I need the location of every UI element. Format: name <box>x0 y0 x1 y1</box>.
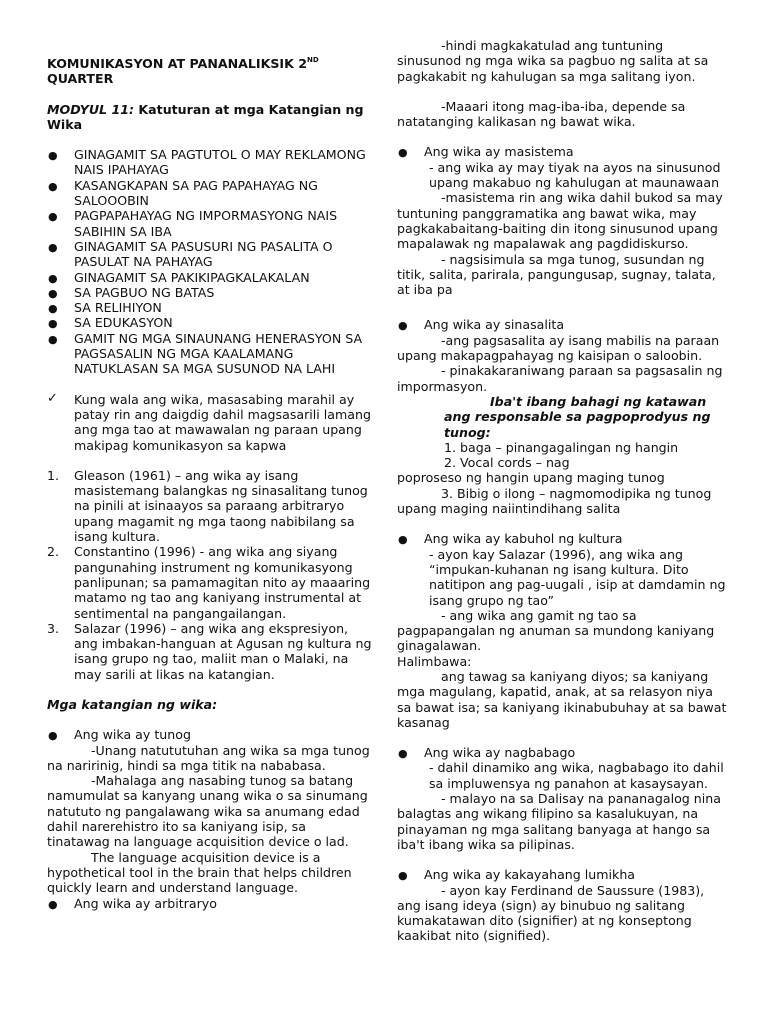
paragraph: The language acquisition device is a hypothetical tool in the brain that helps children quickly learn and understand language. <box>47 849 352 896</box>
bullet-icon: ● <box>48 210 58 224</box>
paragraph: - ayon kay Ferdinand de Saussure (1983), ang isang ideya (sign) ay binubuo ng salitang kumakatawan dito (signifier) at ng konseptong kaakibat nito (signified). <box>397 882 705 944</box>
paragraph: -ang pagsasalita ay isang mabilis na paraan upang makapagpahayag ng kaisipan o saloobin. <box>397 332 720 364</box>
left-column <box>47 38 372 911</box>
uses-list-item <box>47 208 372 239</box>
bullet-icon: ● <box>48 240 58 254</box>
feature-tunog <box>47 727 372 742</box>
bullet-icon: ● <box>48 897 58 911</box>
feature-arbitraryo <box>47 896 372 911</box>
paragraph: -Mahalaga ang nasabing tunog sa batang namumulat sa kanyang unang wika o sa sinumang natututo ng pangalawang wika sa anumang edad dahil narerehistro ito sa kaniyang isip, sa tinatawag na language acquisition device o lad. <box>47 773 368 850</box>
checkmark-icon: ✓ <box>47 390 58 406</box>
bullet-icon: ● <box>48 286 58 300</box>
bullet-icon: ● <box>48 179 58 193</box>
katawan-item: 2. Vocal cords – nag <box>444 455 570 471</box>
check-note <box>47 392 372 453</box>
feature-sinasalita <box>397 317 727 332</box>
definition-text: Salazar (1996) – ang wika ang ekspresiyon, ang imbakan-hanguan at Agusan ng kultura ng isang grupo ng tao, maliit man o Malaki, na may sarili at likas na katangian. <box>74 620 372 682</box>
feature-nagbabago <box>397 745 727 760</box>
definition-item <box>47 621 372 682</box>
uses-item-text: GINAGAMIT SA PASUSURI NG PASALITA O PASULAT NA PAHAYAG <box>74 238 333 270</box>
bullet-icon: ● <box>398 869 408 883</box>
uses-list-item <box>47 285 372 300</box>
feature-lumikha <box>397 867 727 882</box>
uses-item-text: KASANGKAPAN SA PAG PAPAHAYAG NG SALOOOBIN <box>74 177 318 209</box>
paragraph: -Maaari itong mag-iba-iba, depende sa natatanging kalikasan ng bawat wika. <box>397 98 686 130</box>
paragraph: -Unang natututuhan ang wika sa mga tunog na naririnig, hindi sa mga titik na nababasa. <box>47 742 370 773</box>
feature-label: Ang wika ay sinasalita <box>424 317 565 333</box>
paragraph: - ayon kay Salazar (1996), ang wika ang “impukan-kuhanan ng isang kultura. Dito natitipon ang pag-uugali , isip at damdamin ng isang grupo ng tao” <box>429 546 726 608</box>
uses-item-text: GAMIT NG MGA SINAUNANG HENERASYON SA PAGSASALIN NG MGA KAALAMANG NATUKLASAN SA MGA SUSUNOD NA LAHI <box>74 330 363 377</box>
module-label: MODYUL 11: <box>47 101 135 117</box>
uses-list-item <box>47 315 372 330</box>
feature-label: Ang wika ay masistema <box>424 144 574 160</box>
paragraph: -masistema rin ang wika dahil bukod sa may tuntuning panggramatika ang bawat wika, may pagkakabaitang-baiting din itong sinusunod upang mapalawak ng mapalawak ang pagdidiskurso. <box>397 190 723 252</box>
paragraph: - ang wika ang gamit ng tao sa pagpapangalan ng anuman sa mundong kaniyang ginagalawan. <box>397 607 715 654</box>
paragraph: - pinakakaraniwang paraan sa pagsasalin ng impormasyon. <box>397 363 723 394</box>
uses-list-item <box>47 270 372 285</box>
paragraph: -hindi magkakatulad ang tuntuning sinusunod ng mga wika sa pagbuo ng salita at sa pagkakabit ng kahulugan sa mga salitang iyon. <box>397 38 709 84</box>
uses-item-text: SA EDUKASYON <box>74 315 173 331</box>
uses-item-text: GINAGAMIT SA PAGTUTOL O MAY REKLAMONG NAIS IPAHAYAG <box>74 147 366 178</box>
katawan-item-cont: poproseso ng hangin upang maging tunog <box>397 470 665 486</box>
katangian-heading: Mga katangian ng wika: <box>47 696 218 712</box>
definition-text: Constantino (1996) - ang wika ang siyang pangunahing instrument ng komunikasyong panlipunan; sa pamamagitan nito ay maaaring matamo ng tao ang kaniyang instrumental at sentimental na pangangailangan. <box>74 544 371 621</box>
check-note-text: Kung wala ang wika, masasabing marahil ay patay rin ang daigdig dahil magsasarili lamang ang mga tao at mawawalan ng paraan upang makipag komunikasyon sa kapwa <box>74 391 371 453</box>
document-title <box>47 56 372 87</box>
uses-item-text: SA PAGBUO NG BATAS <box>74 284 215 300</box>
bullet-icon: ● <box>398 747 408 761</box>
paragraph: - nagsisimula sa mga tunog, susundan ng titik, salita, parirala, pangungusap, sugnay, talata, at iba pa <box>397 251 716 298</box>
definition-number: 1. <box>47 467 60 483</box>
bullet-icon: ● <box>398 319 408 333</box>
bullet-icon: ● <box>48 149 58 163</box>
feature-masistema <box>397 144 727 159</box>
paragraph: - malayo na sa Dalisay na pananagalog nina balagtas ang wikang filipino sa kasalukuyan, na pinayaman ng mga salitang banyaga at hango sa iba't ibang wika sa pilipinas. <box>397 791 721 852</box>
module-heading <box>47 102 372 133</box>
definition-number: 3. <box>47 620 60 636</box>
feature-label: Ang wika ay kabuhol ng kultura <box>424 531 623 547</box>
bullet-icon: ● <box>48 332 58 346</box>
uses-list <box>47 147 372 376</box>
bullet-icon: ● <box>48 271 58 285</box>
uses-list-item <box>47 178 372 209</box>
title-text: KOMUNIKASYON AT PANANALIKSIK 2 <box>47 56 308 71</box>
feature-label: Ang wika ay tunog <box>74 727 191 743</box>
right-column <box>397 38 727 944</box>
paragraph: - ang wika ay may tiyak na ayos na sinusunod upang makabuo ng kahulugan at maunawaan <box>429 159 721 191</box>
halimbawa-label: Halimbawa: <box>397 653 472 669</box>
katawan-heading: Iba't ibang bahagi ng katawan ang responsable sa pagpoprodyus ng tunog: <box>444 393 711 440</box>
title-superscript: ND <box>307 56 319 64</box>
uses-item-text: GINAGAMIT SA PAKIKIPAGKALAKALAN <box>74 269 310 285</box>
katawan-item: 1. baga – pinangagalingan ng hangin <box>444 439 679 455</box>
feature-label: Ang wika ay arbitraryo <box>74 895 217 911</box>
uses-list-item <box>47 239 372 270</box>
uses-item-text: SA RELIHIYON <box>74 300 162 316</box>
definition-item <box>47 544 372 620</box>
bullet-icon: ● <box>48 729 58 743</box>
feature-label: Ang wika ay kakayahang lumikha <box>424 867 636 883</box>
definition-text: Gleason (1961) – ang wika ay isang masistemang balangkas ng sinasalitang tunog na pinili at isinaayos sa paraang arbitraryo upang magamit ng mga taong nabibilang sa isang kultura. <box>74 467 368 545</box>
bullet-icon: ● <box>398 533 408 547</box>
katawan-item: 3. Bibig o ilong – nagmomodipika ng tunog upang maging naiintindihang salita <box>397 485 712 517</box>
bullet-icon: ● <box>48 317 58 331</box>
module-title: Katuturan at mga Katangian ng Wika <box>47 101 364 132</box>
definition-number: 2. <box>47 544 60 560</box>
bullet-icon: ● <box>48 302 58 316</box>
paragraph: - dahil dinamiko ang wika, nagbabago ito dahil sa impluwensya ng panahon at kasaysayan. <box>429 760 724 791</box>
feature-label: Ang wika ay nagbabago <box>424 745 576 761</box>
feature-kultura <box>397 531 727 546</box>
uses-list-item <box>47 300 372 315</box>
uses-list-item <box>47 331 372 377</box>
bullet-icon: ● <box>398 146 408 160</box>
title-text-line2: QUARTER <box>47 71 114 87</box>
uses-list-item <box>47 147 372 178</box>
paragraph: ang tawag sa kaniyang diyos; sa kaniyang mga magulang, kapatid, anak, at sa relasyon niya sa bawat isa; sa kaniyang ikinabubuhay at sa bawat kasanag <box>397 668 727 730</box>
uses-item-text: PAGPAPAHAYAG NG IMPORMASYONG NAIS SABIHIN SA IBA <box>74 208 338 239</box>
definition-item <box>47 468 372 544</box>
definitions-list <box>47 468 372 682</box>
